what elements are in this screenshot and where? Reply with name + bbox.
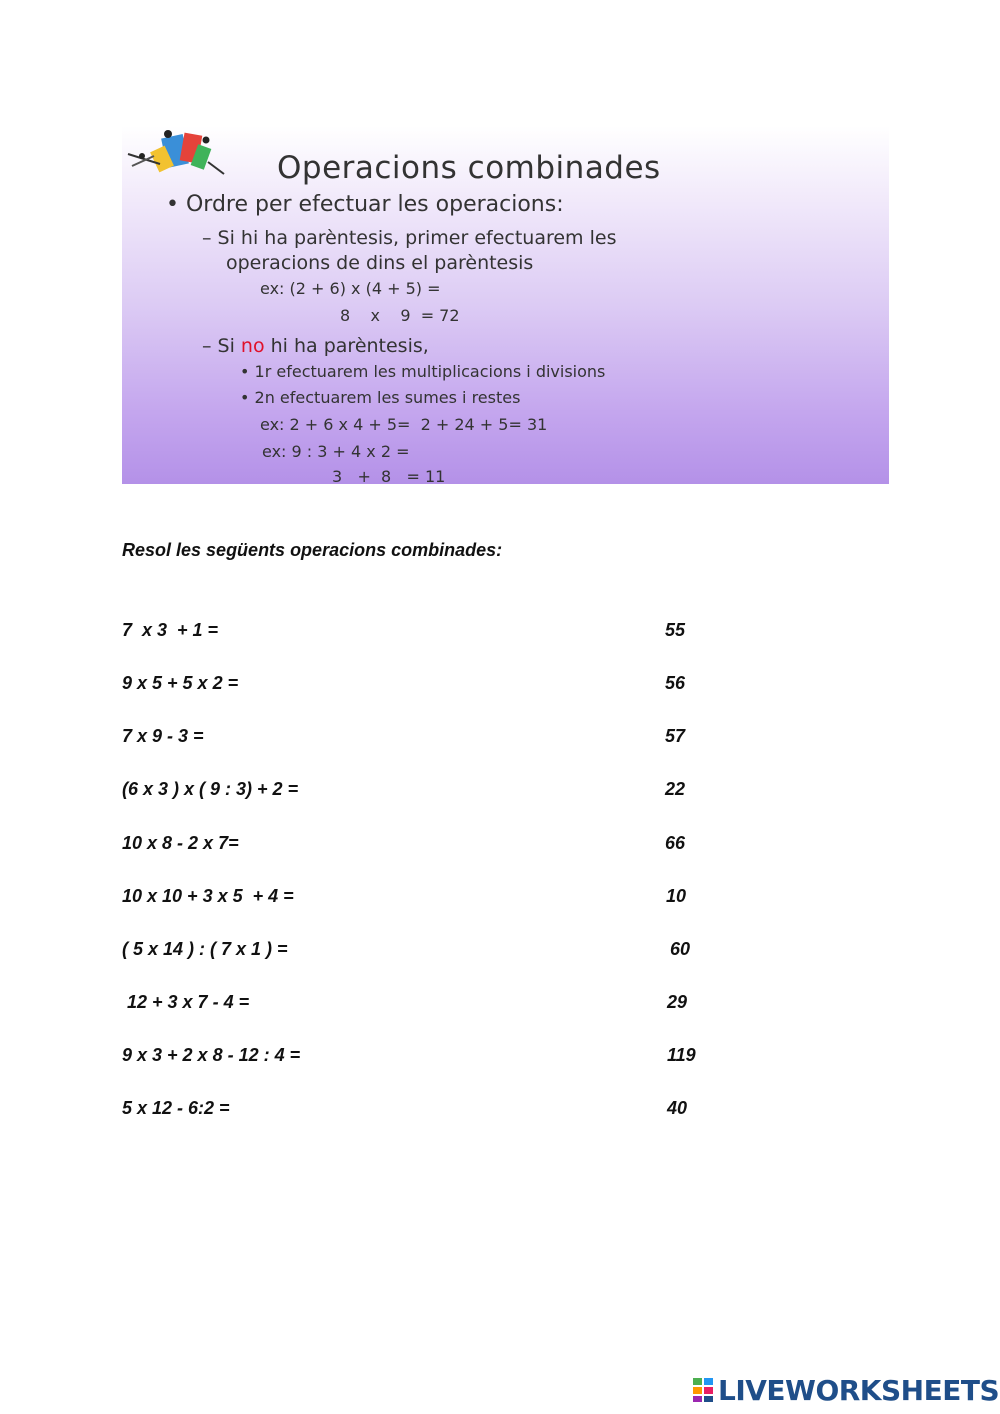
exercise-row <box>0 833 1000 857</box>
banner-example: ex: 9 : 3 + 4 x 2 = <box>262 442 410 461</box>
answer-field[interactable]: 29 <box>667 992 688 1012</box>
exercise-expression: ( 5 x 14 ) : ( 7 x 1 ) = <box>122 939 288 959</box>
liveworksheets-footer <box>692 1372 999 1408</box>
banner-example: ex: 2 + 6 x 4 + 5= 2 + 24 + 5= 31 <box>260 415 548 434</box>
exercise-row <box>0 939 1000 963</box>
exercise-row <box>0 886 1000 910</box>
lesson-banner <box>122 126 889 484</box>
exercise-expression: 7 x 9 - 3 = <box>122 726 204 746</box>
exercise-expression: 10 x 10 + 3 x 5 + 4 = <box>122 886 294 906</box>
exercise-expression: 7 x 3 + 1 = <box>122 620 219 640</box>
exercise-expression: (6 x 3 ) x ( 9 : 3) + 2 = <box>122 779 299 799</box>
instruction-text: Resol les següents operacions combinades: <box>122 540 503 560</box>
exercise-row <box>0 726 1000 750</box>
banner-text: hi ha parèntesis, <box>264 335 429 357</box>
answer-field[interactable]: 119 <box>667 1045 696 1065</box>
banner-line: operacions de dins el parèntesis <box>226 252 534 274</box>
answer-field[interactable]: 56 <box>665 673 686 693</box>
banner-title: Operacions combinades <box>277 150 661 186</box>
exercise-expression: 5 x 12 - 6:2 = <box>122 1098 230 1118</box>
banner-text: – Si <box>202 335 241 357</box>
exercise-expression: 9 x 3 + 2 x 8 - 12 : 4 = <box>122 1045 301 1065</box>
brand-name: LIVEWORKSHEETS <box>718 1373 1000 1407</box>
answer-field[interactable]: 57 <box>665 726 686 746</box>
exercise-row <box>0 779 1000 803</box>
answer-field[interactable]: 40 <box>667 1098 688 1118</box>
exercise-expression: 9 x 5 + 5 x 2 = <box>122 673 239 693</box>
exercise-row <box>0 673 1000 697</box>
math-clipart-icon <box>124 126 228 178</box>
banner-line: • 2n efectuarem les sumes i restes <box>240 388 521 407</box>
answer-field[interactable]: 60 <box>670 939 691 959</box>
answer-field[interactable]: 55 <box>665 620 686 640</box>
banner-example: 3 + 8 = 11 <box>332 467 446 484</box>
banner-line <box>202 335 429 357</box>
exercise-row <box>0 620 1000 644</box>
banner-example: 8 x 9 = 72 <box>340 306 460 325</box>
banner-line: • 1r efectuarem les multiplicacions i divisions <box>240 362 606 381</box>
banner-highlight-no: no <box>240 335 265 357</box>
exercise-expression: 10 x 8 - 2 x 7= <box>122 833 239 853</box>
answer-field[interactable]: 22 <box>665 779 686 799</box>
banner-line: • Ordre per efectuar les operacions: <box>166 192 564 217</box>
banner-line: – Si hi ha parèntesis, primer efectuarem les <box>202 227 617 249</box>
liveworksheets-logo-icon <box>692 1377 714 1403</box>
exercise-row <box>0 1098 1000 1122</box>
exercise-row <box>0 1045 1000 1069</box>
answer-field[interactable]: 10 <box>666 886 687 906</box>
exercise-row <box>0 992 1000 1016</box>
exercise-expression: 12 + 3 x 7 - 4 = <box>122 992 250 1012</box>
banner-example: ex: (2 + 6) x (4 + 5) = <box>260 279 441 298</box>
answer-field[interactable]: 66 <box>665 833 686 853</box>
